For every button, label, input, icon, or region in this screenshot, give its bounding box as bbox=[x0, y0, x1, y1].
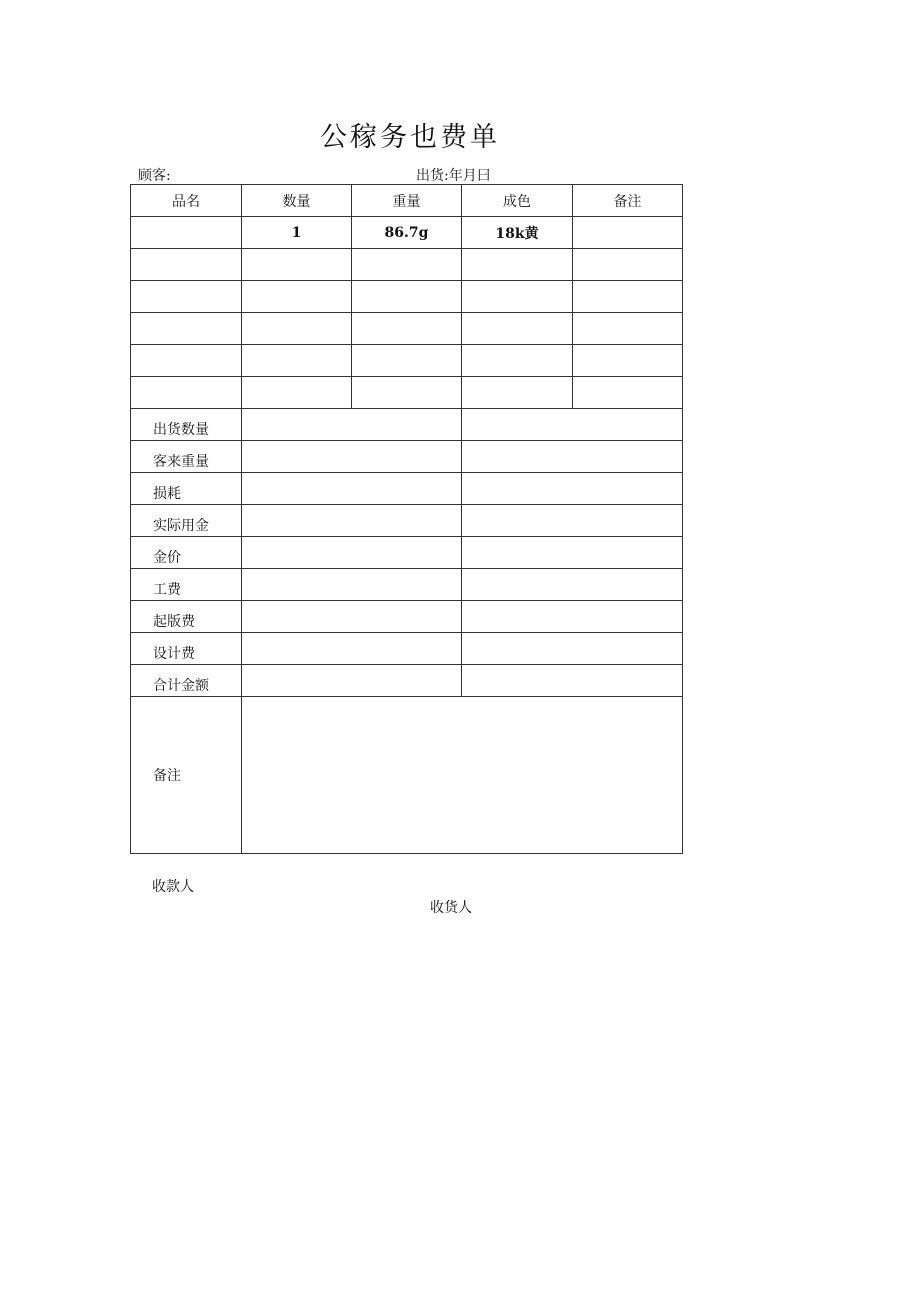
summary-extra bbox=[462, 505, 683, 537]
table-cell bbox=[573, 281, 683, 313]
table-cell bbox=[352, 377, 462, 409]
table-row bbox=[131, 249, 683, 281]
table-cell bbox=[462, 313, 573, 345]
table-row bbox=[131, 281, 683, 313]
header-remark: 备注 bbox=[573, 185, 683, 217]
summary-value bbox=[242, 537, 462, 569]
summary-label: 工费 bbox=[131, 569, 242, 601]
remark-row bbox=[131, 697, 683, 854]
summary-extra bbox=[462, 409, 683, 441]
summary-value bbox=[242, 633, 462, 665]
table-cell bbox=[131, 249, 242, 281]
payee-label: 收款人 bbox=[152, 879, 194, 895]
table-cell bbox=[242, 345, 352, 377]
summary-value bbox=[242, 569, 462, 601]
table-cell bbox=[131, 281, 242, 313]
table-cell bbox=[352, 313, 462, 345]
summary-extra bbox=[462, 473, 683, 505]
table-cell bbox=[462, 345, 573, 377]
summary-value bbox=[242, 665, 462, 697]
table-cell bbox=[242, 249, 352, 281]
summary-row-gold-price bbox=[131, 537, 683, 569]
table-cell bbox=[352, 249, 462, 281]
summary-value bbox=[242, 505, 462, 537]
table-cell bbox=[573, 377, 683, 409]
header-weight: 重量 bbox=[352, 185, 462, 217]
summary-extra bbox=[462, 601, 683, 633]
table-cell bbox=[573, 313, 683, 345]
table-cell bbox=[352, 345, 462, 377]
summary-value bbox=[242, 601, 462, 633]
table-cell bbox=[131, 313, 242, 345]
customer-label: 顾客: bbox=[138, 168, 171, 184]
table-cell bbox=[131, 377, 242, 409]
summary-row-client-weight bbox=[131, 441, 683, 473]
document-title: 公稼务也费单 bbox=[320, 122, 500, 153]
summary-row-labor-fee bbox=[131, 569, 683, 601]
summary-label: 合计金额 bbox=[131, 665, 242, 697]
summary-label: 实际用金 bbox=[131, 505, 242, 537]
summary-row-total-amount bbox=[131, 665, 683, 697]
summary-value bbox=[242, 409, 462, 441]
table-cell bbox=[131, 345, 242, 377]
header-fineness: 成色 bbox=[462, 185, 573, 217]
summary-extra bbox=[462, 441, 683, 473]
header-quantity: 数量 bbox=[242, 185, 352, 217]
remark-label: 备注 bbox=[131, 697, 242, 854]
summary-label: 客来重量 bbox=[131, 441, 242, 473]
summary-label: 损耗 bbox=[131, 473, 242, 505]
summary-label: 起版费 bbox=[131, 601, 242, 633]
remark-content bbox=[242, 697, 683, 854]
header-item-name: 品名 bbox=[131, 185, 242, 217]
summary-value bbox=[242, 441, 462, 473]
table-cell bbox=[242, 377, 352, 409]
table-row bbox=[131, 377, 683, 409]
table-cell: 86.7g bbox=[352, 217, 462, 249]
table-cell bbox=[573, 345, 683, 377]
summary-row-loss bbox=[131, 473, 683, 505]
table-cell bbox=[242, 313, 352, 345]
receiver-label: 收货人 bbox=[430, 900, 472, 916]
table-cell bbox=[352, 281, 462, 313]
table-cell bbox=[462, 281, 573, 313]
ship-date-label: 出货:年月曰 bbox=[416, 168, 491, 184]
summary-row-shipped-quantity bbox=[131, 409, 683, 441]
table-cell bbox=[462, 377, 573, 409]
table-row bbox=[131, 313, 683, 345]
table-cell: 18k黄 bbox=[462, 217, 573, 249]
summary-row-design-fee bbox=[131, 633, 683, 665]
table-cell bbox=[462, 249, 573, 281]
summary-label: 设计费 bbox=[131, 633, 242, 665]
summary-value bbox=[242, 473, 462, 505]
summary-extra bbox=[462, 537, 683, 569]
table-header-row bbox=[131, 185, 683, 217]
summary-label: 出货数量 bbox=[131, 409, 242, 441]
table-cell: 1 bbox=[242, 217, 352, 249]
table-cell bbox=[242, 281, 352, 313]
summary-extra bbox=[462, 665, 683, 697]
summary-extra bbox=[462, 569, 683, 601]
table-cell bbox=[573, 249, 683, 281]
summary-row-mold-fee bbox=[131, 601, 683, 633]
table-cell bbox=[573, 217, 683, 249]
table-row bbox=[131, 217, 683, 249]
table-row bbox=[131, 345, 683, 377]
table-cell bbox=[131, 217, 242, 249]
fee-table bbox=[130, 184, 683, 854]
summary-extra bbox=[462, 633, 683, 665]
summary-row-actual-gold bbox=[131, 505, 683, 537]
summary-label: 金价 bbox=[131, 537, 242, 569]
